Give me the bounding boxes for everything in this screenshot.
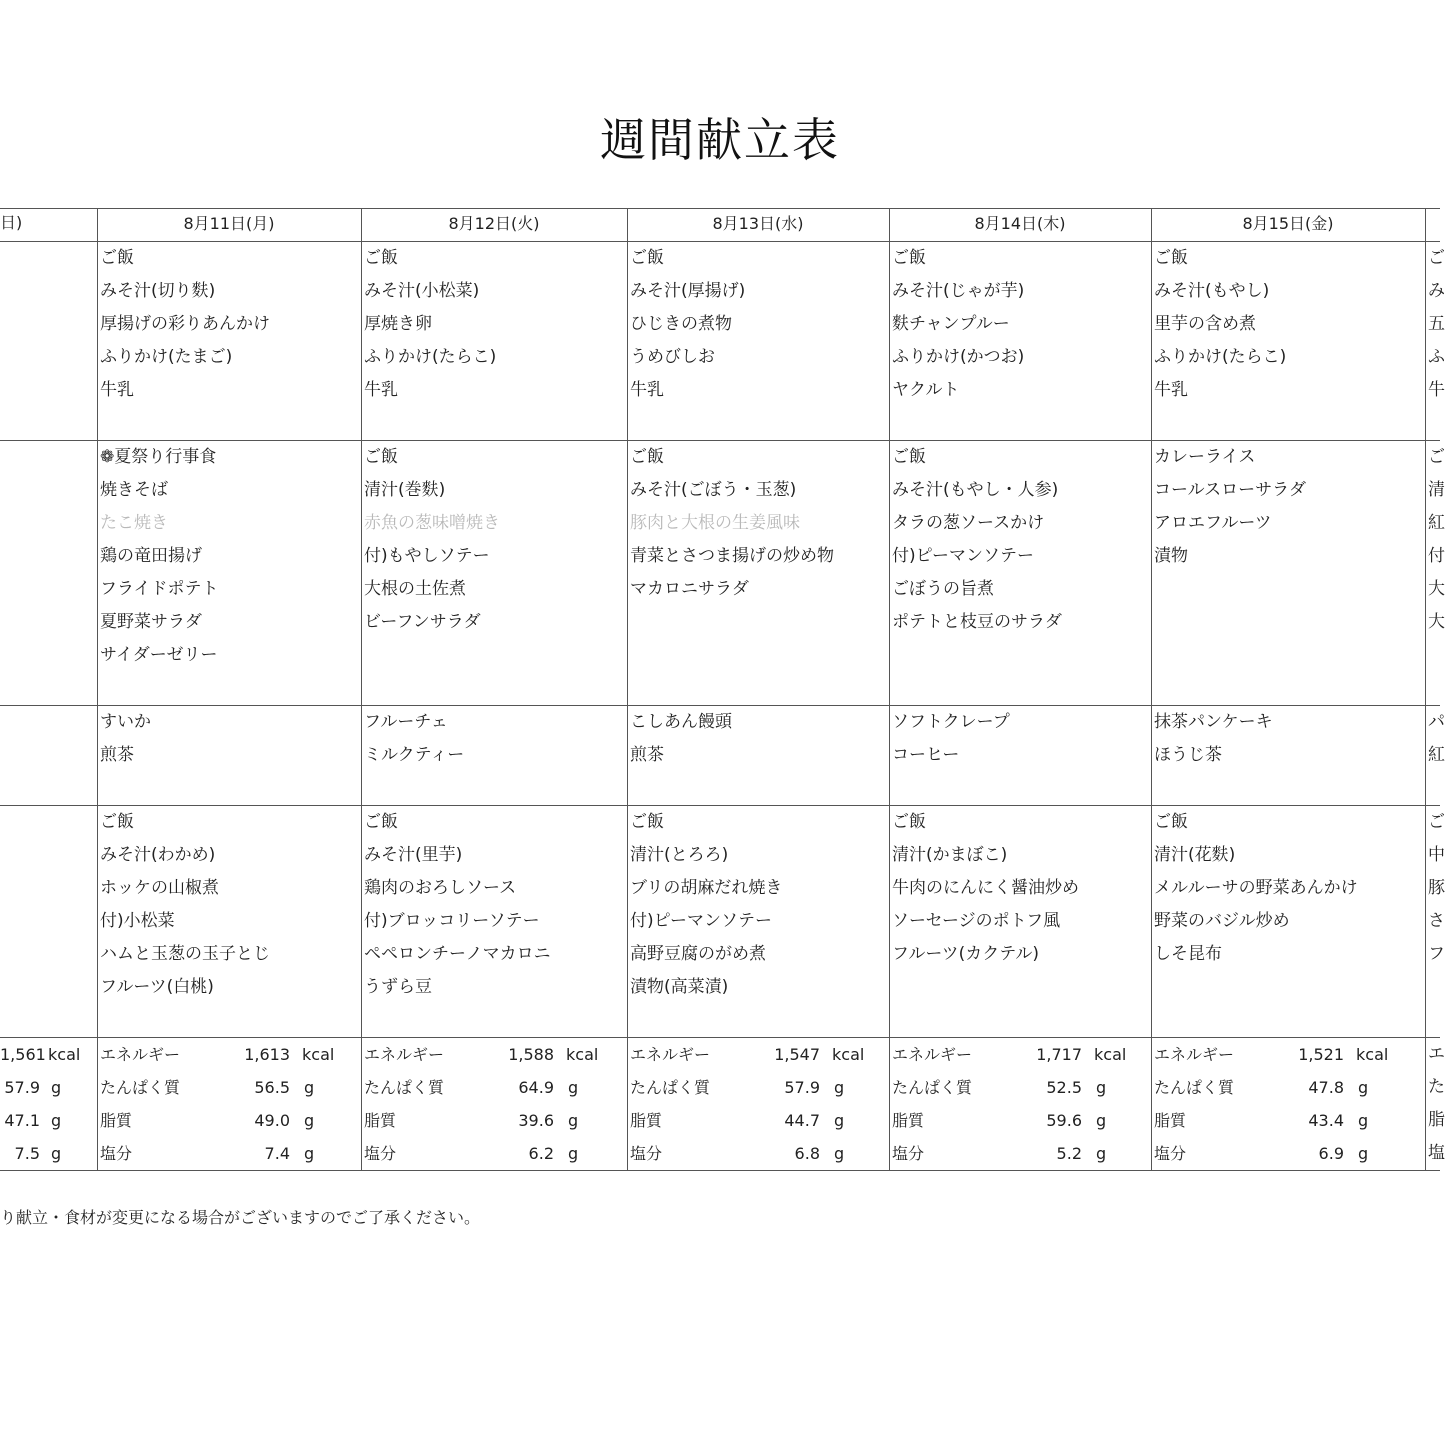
- nutrition-label-protein: たんぱく質: [100, 1078, 181, 1097]
- menu-item: みそ汁(小松菜): [364, 281, 480, 301]
- menu-item: フルーツ(カクテル): [892, 944, 1040, 964]
- menu-item: 付)小松菜: [100, 911, 175, 931]
- nutrition-unit: g: [51, 1111, 62, 1130]
- menu-item: マカロニサラダ: [630, 579, 749, 599]
- menu-item: た: [1428, 1077, 1445, 1097]
- nutrition-unit: g: [1358, 1111, 1369, 1130]
- nutrition-label-protein: たんぱく質: [630, 1078, 711, 1097]
- menu-item: カレーライス: [1154, 447, 1256, 467]
- nutrition-value-energy: 1,613: [244, 1045, 290, 1064]
- menu-item: コールスローサラダ: [1154, 480, 1306, 500]
- menu-item: ご飯: [364, 812, 398, 832]
- menu-item: ふりかけ(たらこ): [1154, 347, 1287, 367]
- nutrition-label-fat: 脂質: [1154, 1111, 1187, 1130]
- menu-item: フライドポテト: [100, 579, 219, 599]
- menu-item: ペペロンチーノマカロニ: [364, 944, 551, 964]
- nutrition-unit: kcal: [302, 1045, 335, 1064]
- menu-item: 付)ピーマンソテー: [630, 911, 772, 931]
- menu-item: ご飯: [364, 447, 398, 467]
- menu-item: メルルーサの野菜あんかけ: [1154, 878, 1358, 898]
- menu-item: ヤクルト: [892, 380, 960, 400]
- menu-item: 鶏の竜田揚げ: [100, 546, 202, 566]
- menu-item: 豚: [1428, 878, 1445, 898]
- menu-item: 煎茶: [630, 745, 664, 765]
- menu-item: ご: [1428, 812, 1445, 832]
- menu-item: 牛肉のにんにく醤油炒め: [892, 878, 1079, 898]
- nutrition-label-fat: 脂質: [630, 1111, 663, 1130]
- nutrition-unit: g: [304, 1144, 315, 1163]
- menu-item: 清: [1428, 480, 1445, 500]
- dinner-cell: [98, 806, 360, 1036]
- nutrition-value-fat: 59.6: [1046, 1111, 1082, 1130]
- menu-item: 漬物(高菜漬): [630, 977, 729, 997]
- nutrition-label-fat: 脂質: [892, 1111, 925, 1130]
- menu-item: ふ: [1428, 347, 1445, 367]
- menu-item: ご: [1428, 447, 1445, 467]
- nutrition-value-energy: 1,547: [774, 1045, 820, 1064]
- menu-item: 豚肉と大根の生姜風味: [630, 513, 800, 533]
- menu-item: さ: [1428, 911, 1445, 931]
- nutrition-value-salt: 6.9: [1318, 1144, 1344, 1163]
- breakfast-cell: [98, 242, 360, 439]
- nutrition-unit: g: [834, 1078, 845, 1097]
- snack-cell: [1152, 706, 1424, 804]
- dinner-cell: [1152, 806, 1424, 1036]
- menu-item: ミルクティー: [364, 745, 465, 765]
- menu-item: 赤魚の葱味噌焼き: [364, 513, 500, 533]
- menu-item: サイダーゼリー: [100, 645, 218, 665]
- breakfast-cell: [890, 242, 1150, 439]
- menu-item: ご飯: [364, 248, 398, 268]
- snack-cell: [628, 706, 888, 804]
- menu-item: ビーフンサラダ: [364, 612, 481, 632]
- nutrition-unit: g: [1096, 1078, 1107, 1097]
- nutrition-value-protein: 56.5: [254, 1078, 290, 1097]
- menu-item: うめびしお: [630, 347, 715, 367]
- menu-item: ご飯: [892, 447, 926, 467]
- menu-item: ハムと玉葱の玉子とじ: [100, 944, 270, 964]
- nutrition-unit: g: [51, 1078, 62, 1097]
- menu-item: みそ汁(もやし): [1154, 281, 1270, 301]
- day-header: 8月14日(木): [974, 214, 1066, 233]
- menu-item: みそ汁(厚揚げ): [630, 281, 746, 301]
- menu-item: 清汁(巻麩): [364, 480, 446, 500]
- menu-item: 塩: [1428, 1143, 1445, 1163]
- menu-item: 清汁(花麩): [1154, 845, 1236, 865]
- dinner-cell: [362, 806, 626, 1036]
- menu-item: 漬物: [1154, 546, 1188, 566]
- menu-item: ひじきの煮物: [630, 314, 732, 334]
- menu-item: ソフトクレープ: [892, 712, 1010, 732]
- menu-item: ブリの胡麻だれ焼き: [630, 878, 783, 898]
- snack-cell: [98, 706, 360, 804]
- menu-item: ふりかけ(たまご): [100, 347, 233, 367]
- dinner-cell: [628, 806, 888, 1036]
- menu-item: 付)ブロッコリーソテー: [364, 911, 540, 931]
- menu-item: ご飯: [892, 248, 926, 268]
- nutrition-unit: g: [568, 1078, 579, 1097]
- menu-item: ご: [1428, 248, 1445, 268]
- nutrition-value-cut-left: 47.1: [4, 1111, 40, 1130]
- menu-item: ほうじ茶: [1154, 745, 1222, 765]
- menu-item: 付)もやしソテー: [364, 546, 490, 566]
- breakfast-cell-cut: [1426, 242, 1445, 439]
- nutrition-cell-cut: [1426, 1038, 1445, 1169]
- lunch-cell: [362, 441, 626, 704]
- breakfast-cell: [1152, 242, 1424, 439]
- nutrition-value-fat: 43.4: [1308, 1111, 1344, 1130]
- menu-item: ご飯: [630, 812, 664, 832]
- menu-item: み: [1428, 281, 1445, 301]
- nutrition-value-fat: 44.7: [784, 1111, 820, 1130]
- menu-item: 大: [1428, 612, 1445, 632]
- nutrition-label-salt: 塩分: [1154, 1144, 1187, 1163]
- nutrition-value-cut-left: 7.5: [14, 1144, 40, 1163]
- day-header: 8月11日(月): [183, 214, 275, 233]
- day-header: 8月15日(金): [1242, 214, 1334, 233]
- menu-item: みそ汁(わかめ): [100, 845, 216, 865]
- nutrition-value-salt: 7.4: [264, 1144, 290, 1163]
- nutrition-label-salt: 塩分: [364, 1144, 397, 1163]
- footer-note: り献立・食材が変更になる場合がございますのでご了承ください。: [0, 1208, 481, 1227]
- menu-item: ❁夏祭り行事食: [100, 447, 217, 467]
- menu-item: ご飯: [892, 812, 926, 832]
- snack-cell: [362, 706, 626, 804]
- lunch-cell: [1152, 441, 1424, 704]
- menu-item: ご飯: [630, 447, 664, 467]
- menu-item: 中: [1428, 845, 1445, 865]
- menu-item: たこ焼き: [100, 513, 168, 533]
- nutrition-label-protein: たんぱく質: [364, 1078, 445, 1097]
- menu-item: みそ汁(切り麩): [100, 281, 216, 301]
- menu-item: うずら豆: [364, 977, 432, 997]
- table-row-line: [0, 1170, 1440, 1171]
- nutrition-unit: kcal: [1356, 1045, 1389, 1064]
- lunch-cell: [890, 441, 1150, 704]
- menu-item: ごぼうの旨煮: [892, 579, 994, 599]
- menu-item: みそ汁(もやし・人参): [892, 480, 1059, 500]
- nutrition-value-salt: 6.8: [794, 1144, 820, 1163]
- nutrition-unit: kcal: [566, 1045, 599, 1064]
- menu-item: すいか: [100, 712, 151, 732]
- menu-item: 牛乳: [630, 380, 664, 400]
- menu-item: ご飯: [100, 812, 134, 832]
- menu-item: 清汁(かまぼこ): [892, 845, 1008, 865]
- nutrition-unit: g: [1096, 1111, 1107, 1130]
- nutrition-value-fat: 49.0: [254, 1111, 290, 1130]
- menu-item: 焼きそば: [100, 480, 168, 500]
- nutrition-value-protein: 57.9: [784, 1078, 820, 1097]
- nutrition-label-fat: 脂質: [100, 1111, 133, 1130]
- menu-item: 紅: [1428, 745, 1445, 765]
- menu-item: タラの葱ソースかけ: [892, 513, 1045, 533]
- nutrition-unit: g: [1358, 1144, 1369, 1163]
- nutrition-value-energy: 1,521: [1298, 1045, 1344, 1064]
- menu-item: 煎茶: [100, 745, 134, 765]
- menu-item: 鶏肉のおろしソース: [364, 878, 517, 898]
- menu-item: ご飯: [630, 248, 664, 268]
- nutrition-label-salt: 塩分: [630, 1144, 663, 1163]
- nutrition-unit: g: [834, 1111, 845, 1130]
- menu-item: フ: [1428, 944, 1445, 964]
- menu-item: 麩チャンプルー: [892, 314, 1010, 334]
- menu-item: ホッケの山椒煮: [100, 878, 219, 898]
- nutrition-unit: kcal: [48, 1045, 81, 1064]
- nutrition-unit: g: [1096, 1144, 1107, 1163]
- nutrition-label-fat: 脂質: [364, 1111, 397, 1130]
- breakfast-cell: [628, 242, 888, 439]
- menu-item: 牛乳: [100, 380, 134, 400]
- nutrition-label-protein: たんぱく質: [892, 1078, 973, 1097]
- menu-item: みそ汁(じゃが芋): [892, 281, 1025, 301]
- nutrition-value-cut-left: 57.9: [4, 1078, 40, 1097]
- menu-item: 里芋の含め煮: [1154, 314, 1256, 334]
- nutrition-value-salt: 6.2: [528, 1144, 554, 1163]
- menu-item: 牛乳: [364, 380, 398, 400]
- menu-item: ご飯: [1154, 812, 1188, 832]
- menu-item: 紅: [1428, 513, 1445, 533]
- day-header: 8月13日(水): [712, 214, 804, 233]
- menu-item: ふりかけ(たらこ): [364, 347, 497, 367]
- snack-cell: [890, 706, 1150, 804]
- nutrition-unit: g: [304, 1078, 315, 1097]
- menu-item: 付)ピーマンソテー: [892, 546, 1034, 566]
- menu-item: ソーセージのポトフ風: [892, 911, 1061, 931]
- nutrition-value-fat: 39.6: [518, 1111, 554, 1130]
- breakfast-cell: [362, 242, 626, 439]
- menu-item: コーヒー: [892, 745, 960, 765]
- menu-item: 牛乳: [1154, 380, 1188, 400]
- nutrition-unit: g: [304, 1111, 315, 1130]
- nutrition-value-energy: 1,588: [508, 1045, 554, 1064]
- lunch-cell: [98, 441, 360, 704]
- nutrition-label-energy: エネルギー: [630, 1045, 711, 1064]
- menu-item: ふりかけ(かつお): [892, 347, 1025, 367]
- nutrition-value-protein: 52.5: [1046, 1078, 1082, 1097]
- lunch-cell: [628, 441, 888, 704]
- nutrition-value-protein: 64.9: [518, 1078, 554, 1097]
- nutrition-unit: g: [568, 1144, 579, 1163]
- nutrition-label-salt: 塩分: [892, 1144, 925, 1163]
- menu-item: フルーツ(白桃): [100, 977, 214, 997]
- lunch-cell-cut: [1426, 441, 1445, 704]
- menu-item: 付: [1428, 546, 1445, 566]
- dinner-cell: [890, 806, 1150, 1036]
- menu-item: みそ汁(里芋): [364, 845, 463, 865]
- day-header: 8月12日(火): [448, 214, 540, 233]
- menu-item: 高野豆腐のがめ煮: [630, 944, 766, 964]
- menu-item: 大根の土佐煮: [364, 579, 466, 599]
- menu-item: みそ汁(ごぼう・玉葱): [630, 480, 797, 500]
- menu-item: 青菜とさつま揚げの炒め物: [630, 546, 834, 566]
- menu-item: 清汁(とろろ): [630, 845, 729, 865]
- menu-item: エ: [1428, 1044, 1445, 1064]
- nutrition-label-salt: 塩分: [100, 1144, 133, 1163]
- nutrition-unit: kcal: [832, 1045, 865, 1064]
- menu-item: 野菜のバジル炒め: [1154, 911, 1290, 931]
- menu-item: 五: [1428, 314, 1445, 334]
- menu-item: しそ昆布: [1154, 944, 1222, 964]
- nutrition-value-protein: 47.8: [1308, 1078, 1344, 1097]
- nutrition-label-protein: たんぱく質: [1154, 1078, 1235, 1097]
- nutrition-label-energy: エネルギー: [364, 1045, 445, 1064]
- menu-item: ご飯: [1154, 248, 1188, 268]
- nutrition-value-cut-left: 1,561: [0, 1045, 46, 1064]
- nutrition-unit: g: [834, 1144, 845, 1163]
- menu-item: こしあん饅頭: [630, 712, 732, 732]
- nutrition-unit: g: [1358, 1078, 1369, 1097]
- menu-item: ご飯: [100, 248, 134, 268]
- nutrition-label-energy: エネルギー: [1154, 1045, 1235, 1064]
- menu-item: ポテトと枝豆のサラダ: [892, 612, 1062, 632]
- menu-item: 厚揚げの彩りあんかけ: [100, 314, 270, 334]
- nutrition-unit: g: [51, 1144, 62, 1163]
- menu-item: 抹茶パンケーキ: [1154, 712, 1273, 732]
- nutrition-unit: g: [568, 1111, 579, 1130]
- nutrition-label-energy: エネルギー: [100, 1045, 181, 1064]
- page-title: 週間献立表: [600, 113, 840, 167]
- menu-item: 大: [1428, 579, 1445, 599]
- menu-item: 牛: [1428, 380, 1445, 400]
- nutrition-value-energy: 1,717: [1036, 1045, 1082, 1064]
- header-cut-left: 日): [0, 213, 23, 232]
- menu-item: 厚焼き卵: [364, 314, 432, 334]
- snack-cell-cut: [1426, 706, 1445, 804]
- menu-item: パ: [1428, 712, 1445, 732]
- menu-item: 夏野菜サラダ: [100, 612, 202, 632]
- dinner-cell-cut: [1426, 806, 1445, 1036]
- menu-item: フルーチェ: [364, 712, 448, 732]
- menu-item: アロエフルーツ: [1154, 513, 1272, 533]
- nutrition-label-energy: エネルギー: [892, 1045, 973, 1064]
- nutrition-value-salt: 5.2: [1056, 1144, 1082, 1163]
- menu-item: 脂: [1428, 1110, 1445, 1130]
- nutrition-unit: kcal: [1094, 1045, 1127, 1064]
